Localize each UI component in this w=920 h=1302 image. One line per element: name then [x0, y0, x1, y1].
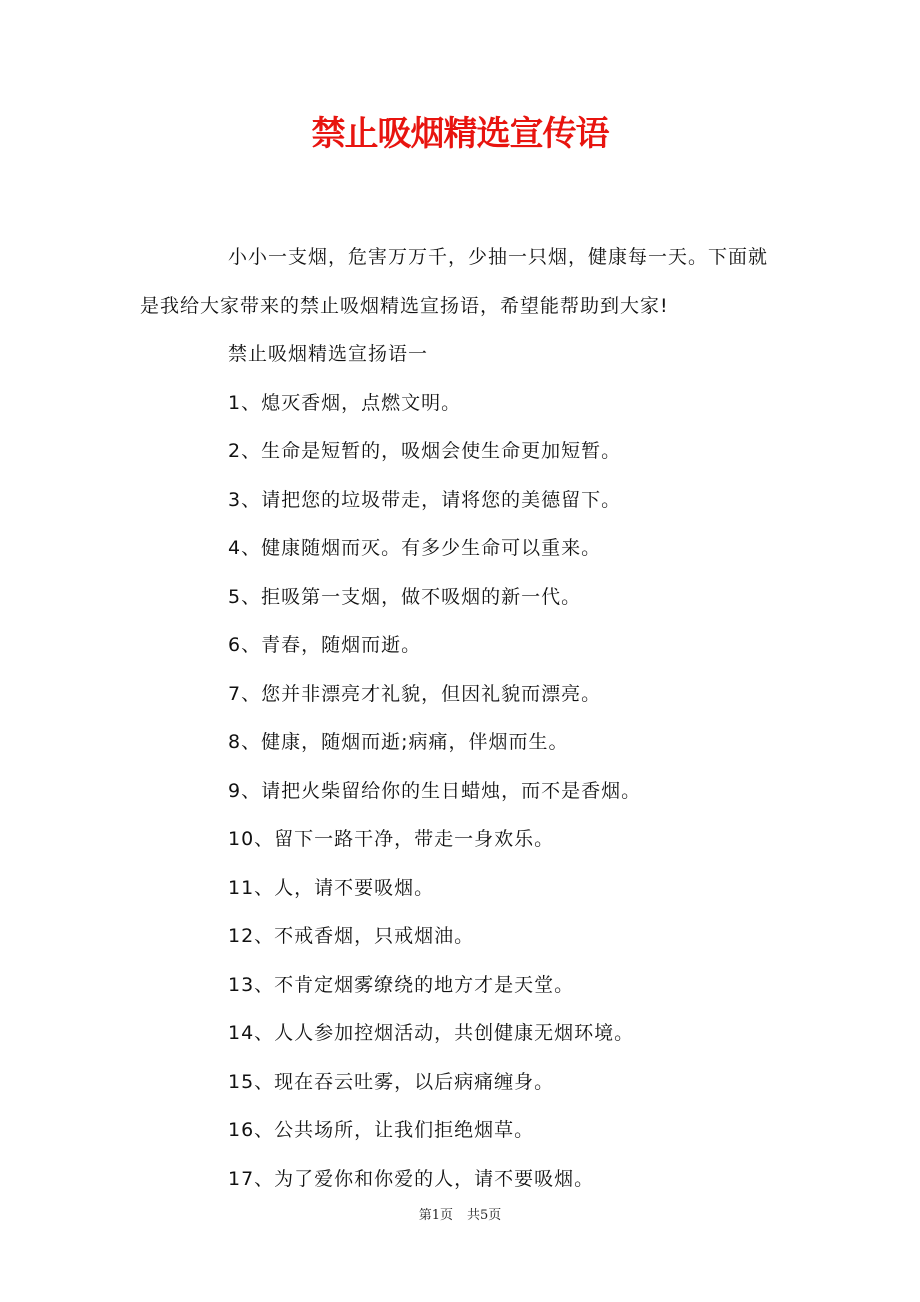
list-item: 1、熄灭香烟，点燃文明。: [228, 391, 462, 414]
list-item: 16、公共场所，让我们拒绝烟草。: [228, 1119, 535, 1141]
total-pages: 共5页: [467, 1208, 502, 1223]
page-number: 第1页: [418, 1208, 453, 1223]
list-item: 4、健康随烟而灭。有多少生命可以重来。: [228, 537, 602, 559]
list-item: 7、您并非漂亮才礼貌，但因礼貌而漂亮。: [228, 682, 602, 705]
page-footer: [0, 1206, 920, 1226]
list-item: 15、现在吞云吐雾，以后病痛缠身。: [228, 1070, 555, 1093]
list-item: 13、不肯定烟雾缭绕的地方才是天堂。: [228, 973, 575, 996]
document-body: [140, 233, 785, 1203]
list-item: 17、为了爱你和你爱的人，请不要吸烟。: [228, 1167, 595, 1190]
document-title: 禁止吸烟精选宣传语: [311, 114, 609, 154]
list-item: 5、拒吸第一支烟，做不吸烟的新一代。: [228, 585, 582, 608]
intro-paragraph: 小小一支烟，危害万万千，少抽一只烟，健康每一天。下面就是我给大家带来的禁止吸烟精选宣扬语，希望能帮助到大家!: [140, 246, 769, 317]
list-item: 9、请把火柴留给你的生日蜡烛，而不是香烟。: [228, 779, 642, 802]
list-item: 8、健康，随烟而逝;病痛，伴烟而生。: [228, 731, 569, 753]
list-item: 3、请把您的垃圾带走，请将您的美德留下。: [228, 488, 622, 511]
list-item: 10、留下一路干净，带走一身欢乐。: [228, 828, 555, 850]
list-item: 14、人人参加控烟活动，共创健康无烟环境。: [228, 1022, 635, 1044]
list-item: 2、生命是短暂的，吸烟会使生命更加短暂。: [228, 440, 622, 462]
list-item: 12、不戒香烟，只戒烟油。: [228, 925, 475, 947]
list-item: 6、青春，随烟而逝。: [228, 634, 422, 656]
list-item: 11、人，请不要吸烟。: [228, 876, 435, 899]
section-heading: 禁止吸烟精选宣扬语一: [228, 343, 429, 365]
